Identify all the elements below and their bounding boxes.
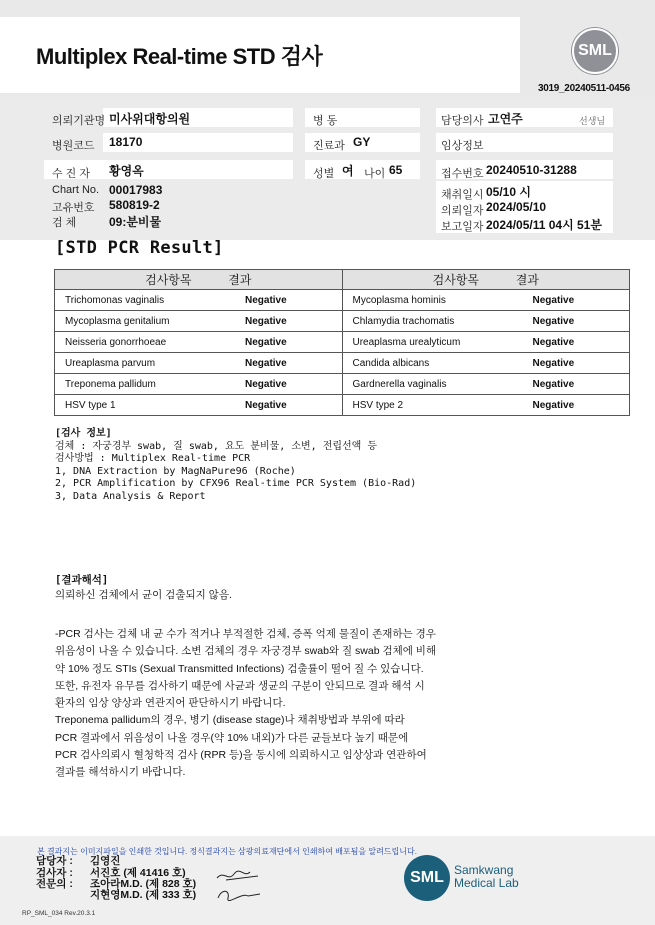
note-line: -PCR 검사는 검체 내 균 수가 적거나 부적절한 검체, 증폭 억제 물질이 존재하는 경우: [55, 628, 436, 640]
request-value: 2024/05/10: [486, 200, 547, 214]
unique-label: 고유번호: [52, 202, 95, 214]
test-result: Negative: [532, 294, 575, 306]
collect-value: 05/10 시: [486, 185, 531, 199]
age-value: 65: [389, 163, 403, 177]
note-line: 또한, 유전자 유무를 검사하기 때문에 사균과 생균의 구분이 안되므로 결과 해석 시: [55, 679, 425, 692]
specimen-label: 검 체: [52, 217, 77, 229]
test-result: Negative: [245, 378, 287, 390]
sml-logo-icon: SML: [404, 855, 450, 901]
report-label: 보고일자: [441, 221, 484, 233]
signature-icon: [214, 868, 264, 884]
method-line: 검사방법 : Multiplex Real-time PCR: [55, 453, 251, 464]
method-line: 1, DNA Extraction by MagNaPure96 (Roche): [55, 465, 296, 477]
form-code: RP_SML_034 Rev.20.3.1: [22, 910, 96, 917]
test-name: HSV type 1: [65, 399, 116, 411]
unique-value: 580819-2: [109, 198, 160, 212]
col-result-header: 결과: [228, 273, 252, 287]
table-row: [55, 395, 630, 416]
method-section: [55, 428, 416, 503]
test-name: Ureaplasma parvum: [65, 357, 156, 369]
patient-name: 황영옥: [109, 164, 144, 178]
test-result: Negative: [532, 336, 575, 348]
brand-name: Samkwang Medical Lab: [454, 863, 519, 890]
patient-label: 수 진 자: [52, 168, 90, 180]
hospital-code-label: 병원코드: [52, 140, 95, 152]
interpretation-section: [55, 574, 232, 602]
receipt-value: 20240510-31288: [486, 163, 577, 177]
sex-label: 성별: [313, 168, 335, 180]
note-line: 결과를 해석하시기 바랍니다.: [55, 766, 186, 779]
signature-icon: [214, 886, 264, 902]
test-result: Negative: [245, 336, 287, 348]
test-name: Treponema pallidum: [65, 378, 156, 390]
chart-label: Chart No.: [52, 184, 100, 196]
staff-name: 조아라M.D. (제 828 호): [90, 878, 197, 890]
test-name: Trichomonas vaginalis: [65, 294, 165, 306]
table-header-row: [55, 270, 630, 290]
institution-label: 의뢰기관명: [52, 115, 106, 127]
barcode-number: 3019_20240511-0456: [538, 83, 630, 94]
test-result: Negative: [532, 357, 575, 369]
method-line: 2, PCR Amplification by CFX96 Real-time PCR System (Bio-Rad): [55, 478, 417, 489]
test-result: Negative: [532, 399, 575, 411]
method-heading: [검사 정보]: [55, 428, 112, 439]
staff-name: 김영진: [90, 855, 121, 867]
age-label: 나이: [364, 168, 386, 180]
request-label: 의뢰일자: [441, 205, 484, 217]
note-line: PCR 결과에서 위음성이 나올 경우(약 10% 내외)가 다른 균들보다 높기 때문에: [55, 731, 409, 744]
doctor-value: 고연주: [488, 112, 523, 126]
test-name: Ureaplasma urealyticum: [352, 336, 461, 348]
interpretation-heading: [결과해석]: [55, 574, 109, 586]
test-result: Negative: [245, 294, 287, 306]
interpretation-notes: [55, 626, 436, 782]
note-line: 약 10% 정도 STIs (Sexual Transmitted Infections) 검출률이 떨어 질 수 있습니다.: [55, 662, 424, 675]
table-row: [55, 374, 630, 395]
test-result: Negative: [245, 399, 287, 411]
institution-value: 미사위대항의원: [109, 112, 191, 126]
chart-value: 00017983: [109, 183, 163, 197]
dept-value: GY: [353, 135, 371, 149]
note-line: 환자의 임상 양상과 연관지어 판단하시기 바랍니다.: [55, 697, 286, 710]
result-section-title: [STD PCR Result]: [55, 238, 224, 258]
staff-role: 전문의 :: [36, 878, 73, 890]
footer-notice: 본 결과지는 이미지파일을 인쇄한 것입니다. 정식결과지는 삼광의료재단에서 인쇄하여 배포됨을 알려드립니다.: [37, 847, 417, 856]
dept-label: 진료과: [313, 140, 345, 152]
result-table: [54, 269, 630, 416]
sml-logo-icon: SML: [572, 28, 618, 74]
interpretation-summary: 의뢰하신 검체에서 균이 검출되지 않음.: [55, 589, 232, 601]
staff-role: 검사자 :: [36, 867, 73, 879]
table-row: [55, 290, 630, 311]
note-line: 위음성이 나올 수 있습니다. 소변 검체의 경우 자궁경부 swab와 질 swab 검체에 비해: [55, 645, 437, 658]
method-line: 3, Data Analysis & Report: [55, 490, 206, 502]
doctor-label: 담당의사: [441, 115, 484, 127]
table-row: [55, 311, 630, 332]
hospital-code-value: 18170: [109, 135, 143, 149]
test-result: Negative: [532, 315, 575, 327]
ward-label: 병 동: [313, 115, 338, 127]
test-name: Candida albicans: [352, 357, 430, 369]
collect-label: 채취일시: [441, 189, 484, 201]
test-name: Gardnerella vaginalis: [352, 378, 447, 390]
test-name: Neisseria gonorrhoeae: [65, 336, 167, 348]
test-name: Mycoplasma hominis: [352, 294, 446, 306]
col-item-header: 검사항목: [432, 273, 479, 287]
report-title: Multiplex Real-time STD 검사: [36, 44, 323, 69]
staff-name: 지현영M.D. (제 333 호): [90, 889, 197, 901]
test-name: Mycoplasma genitalium: [65, 315, 170, 327]
staff-name: 서진호 (제 41416 호): [90, 867, 186, 879]
method-line: 검체 : 자궁경부 swab, 질 swab, 요도 분비물, 소변, 전립선액 등: [55, 440, 378, 452]
test-name: HSV type 2: [352, 399, 404, 411]
doctor-title: 선생님: [579, 116, 606, 126]
specimen-value: 09:분비물: [109, 215, 162, 229]
test-result: Negative: [245, 315, 287, 327]
test-name: Chlamydia trachomatis: [352, 315, 455, 327]
staff-role: 담당자 :: [36, 855, 73, 867]
col-result-header: 결과: [515, 273, 539, 287]
note-line: Treponema pallidum의 경우, 병기 (disease stage)나 채취방법과 부위에 따라: [55, 714, 405, 727]
sex-value: 여: [342, 164, 354, 178]
report-value: 2024/05/11 04시 51분: [486, 218, 602, 232]
test-result: Negative: [245, 357, 287, 369]
receipt-label: 접수번호: [441, 168, 484, 180]
test-result: Negative: [532, 378, 575, 390]
clinical-label: 임상정보: [441, 140, 484, 152]
note-line: PCR 검사의뢰시 혈청학적 검사 (RPR 등)을 동시에 의뢰하시고 임상상과 연관하여: [55, 749, 427, 762]
col-item-header: 검사항목: [145, 273, 192, 287]
table-row: [55, 332, 630, 353]
table-row: [55, 353, 630, 374]
